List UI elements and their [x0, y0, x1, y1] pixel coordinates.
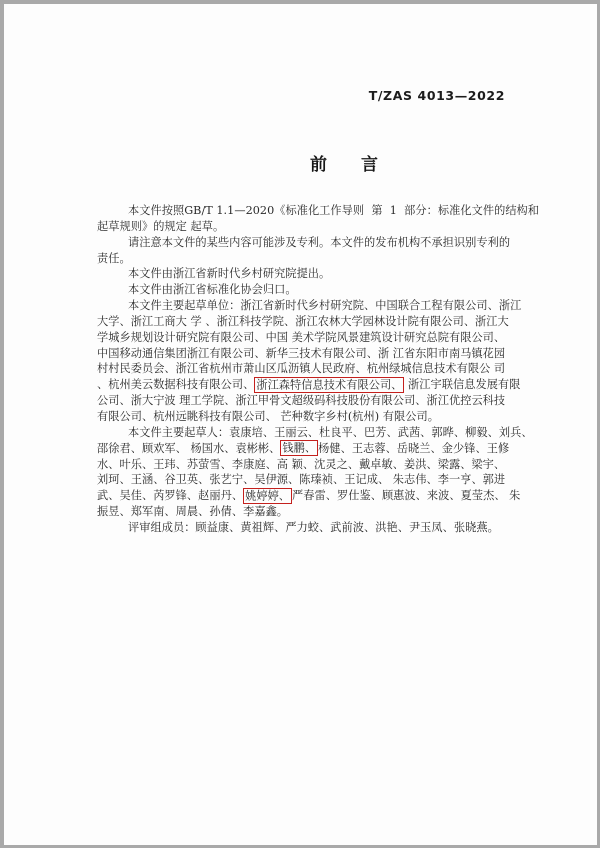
- text-segment: 严春雷、罗仕鉴、顾惠波、来波、夏莹杰、 朱: [292, 489, 521, 503]
- text-segment: 杨健、王志蓉、岳晓兰、金少锋、王修: [318, 441, 510, 455]
- text-line: [97, 425, 533, 441]
- text-segment: 刘珂、王涵、谷卫英、张艺宁、吴伊源、陈瑧祯、王记成、 朱志伟、李一亨、郭进: [97, 473, 506, 487]
- page-content: [97, 4, 540, 845]
- text-segment: 本文件按照GB/T 1.1—2020《标准化工作导则 第 1 部分：标准化文件的结构和: [128, 204, 540, 217]
- text-segment: 大学、浙江工商大 学 、浙江科技学院、浙江农林大学园林设计院有限公司、浙江大: [97, 314, 509, 328]
- text-line: [97, 488, 521, 504]
- text-line: [97, 504, 512, 520]
- text-line: [97, 235, 512, 251]
- text-segment: 村村民委员会、浙江省杭州市萧山区瓜沥镇人民政府、杭州绿城信息技术有限公 司: [97, 362, 506, 376]
- text-segment: 武、吴佳、芮罗锋、赵丽丹、: [97, 489, 244, 503]
- page-title: 前 言: [310, 155, 378, 175]
- highlight-box: 姚婷婷、: [245, 489, 291, 503]
- text-segment: 本文件由浙江省新时代乡村研究院提出。: [128, 267, 331, 281]
- text-segment: 本文件主要起草单位：浙江省新时代乡村研究院、中国联合工程有限公司、浙江: [128, 299, 522, 313]
- text-segment: 、杭州美云数据科技有限公司、: [97, 378, 255, 392]
- text-segment: 起草规则》的规定 起草。: [97, 219, 225, 233]
- text-line: [97, 520, 512, 536]
- text-segment: 水、叶乐、王玮、苏萤雪、李康庭、高 颖、沈灵之、戴卓敏、姜洪、梁露、梁宇、: [97, 457, 506, 471]
- text-segment: 评审组成员：顾益康、黄祖辉、严力蛟、武前波、洪艳、尹玉凤、张晓燕。: [128, 520, 499, 534]
- text-segment: 中国移动通信集团浙江有限公司、新华三技术有限公司、浙 江省东阳市南马镇花园: [97, 346, 506, 360]
- text-line: [97, 346, 512, 362]
- text-line: [97, 393, 512, 409]
- text-line: [97, 472, 512, 488]
- text-segment: 责任。: [97, 251, 131, 265]
- text-segment: 学城乡规划设计研究院有限公司、中国 美术学院风景建筑设计研究总院有限公司、: [97, 330, 506, 344]
- document-page: [4, 4, 597, 845]
- text-line: [97, 251, 512, 267]
- text-line: [97, 457, 512, 473]
- standard-code: T/ZAS 4013—2022: [368, 88, 505, 103]
- text-line: [97, 203, 540, 219]
- text-line: [97, 266, 512, 282]
- body-text: [97, 203, 540, 536]
- text-line: [97, 441, 512, 457]
- text-line: [97, 361, 512, 377]
- text-segment: 本文件由浙江省标准化协会归口。: [128, 283, 297, 297]
- highlight-box: 钱鹏、: [282, 441, 317, 455]
- text-segment: 有限公司、杭州远眺科技有限公司、 芒种数字乡村(杭州) 有限公司。: [97, 409, 439, 423]
- text-line: [97, 330, 512, 346]
- text-segment: 请注意本文件的某些内容可能涉及专利。本文件的发布机构不承担识别专利的: [128, 235, 511, 249]
- text-segment: 邵徐君、顾欢军、 杨国水、袁彬彬、: [97, 441, 281, 455]
- text-line: [97, 409, 512, 425]
- text-segment: 振昱、郑军南、周晨、孙倩、李嘉鑫。: [97, 505, 289, 519]
- text-segment: 本文件主要起草人：袁康培、王丽云、杜良平、巴芳、武茜、郭晔、柳毅、刘兵、: [128, 425, 533, 439]
- text-line: [97, 298, 522, 314]
- highlight-box: 浙江森特信息技术有限公司、: [256, 378, 403, 392]
- text-line: [97, 282, 512, 298]
- text-segment: 公司、浙大宁波 理工学院、浙江甲骨文超级码科技股份有限公司、浙江优控云科技: [97, 394, 506, 408]
- text-line: [97, 314, 512, 330]
- text-line: [97, 377, 521, 393]
- text-segment: 浙江宇联信息发展有限: [404, 378, 521, 392]
- text-line: [97, 219, 512, 235]
